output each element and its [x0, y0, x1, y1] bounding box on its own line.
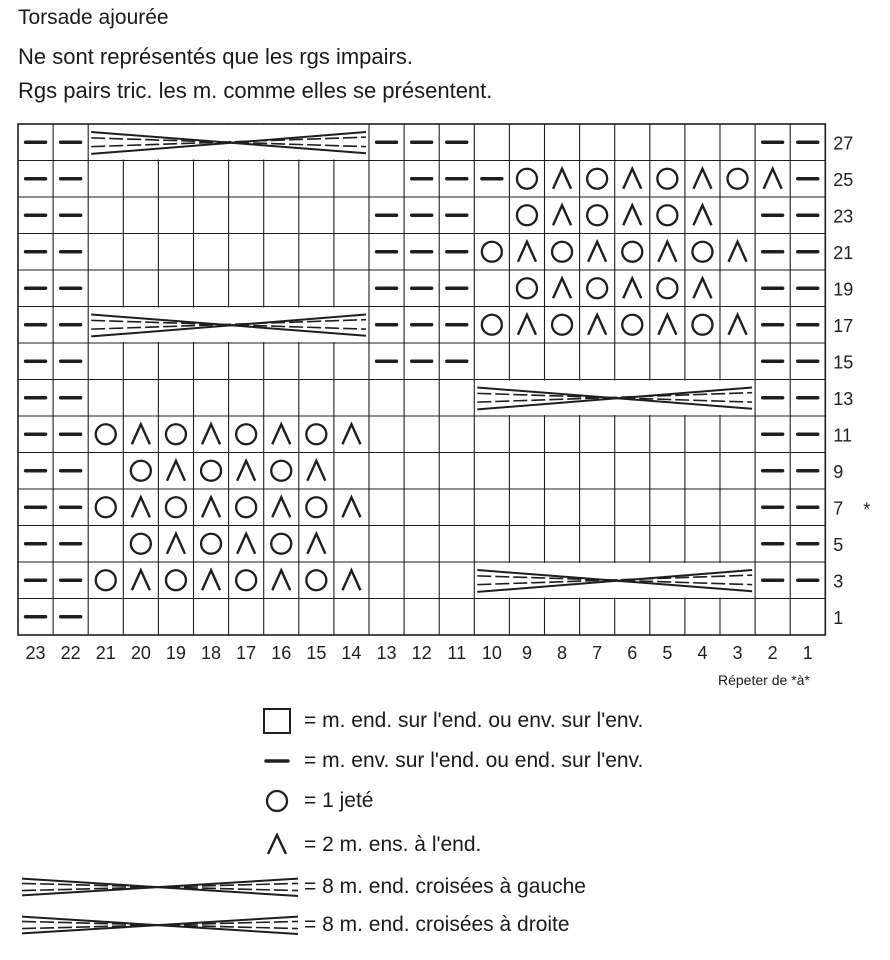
k2tog-caret-icon	[342, 424, 360, 444]
caret-icon	[262, 830, 294, 860]
yarn-over-circle-icon	[482, 315, 502, 335]
yarn-over-circle-icon	[236, 497, 256, 517]
row-number-label: 7	[833, 498, 844, 519]
yarn-over-circle-icon	[166, 424, 186, 444]
column-number-label: 11	[447, 643, 467, 663]
legend-item	[0, 746, 890, 776]
k2tog-caret-icon	[272, 497, 290, 517]
yarn-over-circle-icon	[657, 278, 677, 298]
legend-text: = 8 m. end. croisées à gauche	[304, 875, 586, 898]
k2tog-caret-icon	[623, 205, 641, 225]
k2tog-caret-icon	[518, 242, 536, 262]
column-number-label: 20	[130, 643, 151, 663]
yarn-over-circle-icon	[692, 242, 712, 262]
k2tog-caret-icon	[132, 497, 150, 517]
k2tog-caret-icon	[623, 278, 641, 298]
legend-item	[0, 910, 890, 940]
yarn-over-circle-icon	[517, 205, 537, 225]
column-number-label: 8	[557, 643, 568, 663]
row-number-label: 23	[833, 206, 854, 227]
dash-icon	[262, 746, 294, 776]
k2tog-caret-icon	[342, 570, 360, 590]
legend-item	[0, 706, 890, 736]
column-number-label: 19	[165, 643, 186, 663]
yarn-over-circle-icon	[657, 205, 677, 225]
row-number-label: 9	[833, 461, 844, 482]
cable-left-icon	[20, 872, 300, 902]
legend-item	[0, 872, 890, 902]
legend-item	[0, 786, 890, 816]
yarn-over-circle-icon	[517, 278, 537, 298]
circle-icon	[262, 786, 294, 816]
row-number-label: 25	[833, 169, 854, 190]
cable-right-icon	[20, 910, 300, 940]
yarn-over-circle-icon	[657, 169, 677, 189]
yarn-over-circle-icon	[587, 169, 607, 189]
k2tog-caret-icon	[729, 242, 747, 262]
row-number-label: 27	[833, 133, 854, 154]
row-number-label: 15	[833, 352, 854, 373]
yarn-over-circle-icon	[236, 570, 256, 590]
k2tog-caret-icon	[588, 315, 606, 335]
yarn-over-circle-icon	[96, 570, 116, 590]
column-number-label: 5	[662, 643, 673, 663]
yarn-over-circle-icon	[622, 315, 642, 335]
k2tog-caret-icon	[518, 315, 536, 335]
yarn-over-circle-icon	[552, 242, 572, 262]
row-number-label: 17	[833, 315, 854, 336]
column-number-label: 3	[732, 643, 743, 663]
instruction-line-2: Rgs pairs tric. les m. comme elles se présentent.	[18, 78, 493, 103]
row-number-label: 3	[833, 571, 844, 592]
column-number-label: 13	[376, 643, 397, 663]
square-icon	[262, 706, 294, 736]
yarn-over-circle-icon	[622, 242, 642, 262]
k2tog-caret-icon	[623, 169, 641, 189]
column-number-label: 21	[95, 643, 116, 663]
yarn-over-circle-icon	[96, 497, 116, 517]
repeat-star-marker: *	[863, 499, 871, 520]
column-number-label: 7	[592, 643, 603, 663]
column-number-label: 1	[802, 643, 813, 663]
yarn-over-circle-icon	[131, 461, 151, 481]
k2tog-caret-icon	[693, 278, 711, 298]
row-number-label: 13	[833, 388, 854, 409]
column-number-label: 14	[341, 643, 362, 663]
k2tog-caret-icon	[553, 278, 571, 298]
legend-text: = m. env. sur l'end. ou end. sur l'env.	[304, 749, 644, 772]
column-number-label: 15	[306, 643, 327, 663]
instruction-line-1: Ne sont représentés que les rgs impairs.	[18, 44, 413, 69]
k2tog-caret-icon	[553, 169, 571, 189]
k2tog-caret-icon	[693, 169, 711, 189]
k2tog-caret-icon	[658, 315, 676, 335]
k2tog-caret-icon	[202, 424, 220, 444]
yarn-over-circle-icon	[271, 534, 291, 554]
row-number-label: 21	[833, 242, 854, 263]
yarn-over-circle-icon	[166, 497, 186, 517]
legend-item	[0, 830, 890, 860]
yarn-over-circle-icon	[201, 534, 221, 554]
k2tog-caret-icon	[202, 497, 220, 517]
k2tog-caret-icon	[132, 424, 150, 444]
k2tog-caret-icon	[588, 242, 606, 262]
column-number-label: 10	[481, 643, 502, 663]
column-number-label: 6	[627, 643, 638, 663]
yarn-over-circle-icon	[271, 461, 291, 481]
row-number-label: 1	[833, 607, 844, 628]
row-number-label: 5	[833, 534, 844, 555]
column-number-label: 4	[697, 643, 708, 663]
yarn-over-circle-icon	[306, 497, 326, 517]
repeat-note: Répeter de *à*	[718, 672, 810, 688]
k2tog-caret-icon	[553, 205, 571, 225]
column-number-label: 2	[767, 643, 778, 663]
legend-text: = 8 m. end. croisées à droite	[304, 913, 570, 936]
yarn-over-circle-icon	[692, 315, 712, 335]
yarn-over-circle-icon	[306, 424, 326, 444]
legend-text: = 1 jeté	[304, 789, 374, 812]
k2tog-caret-icon	[307, 534, 325, 554]
k2tog-caret-icon	[342, 497, 360, 517]
yarn-over-circle-icon	[236, 424, 256, 444]
yarn-over-circle-icon	[517, 169, 537, 189]
legend-text: = 2 m. ens. à l'end.	[304, 833, 482, 856]
yarn-over-circle-icon	[482, 242, 502, 262]
yarn-over-circle-icon	[552, 315, 572, 335]
k2tog-caret-icon	[167, 461, 185, 481]
column-number-label: 23	[25, 643, 46, 663]
k2tog-caret-icon	[693, 205, 711, 225]
yarn-over-circle-icon	[166, 570, 186, 590]
k2tog-caret-icon	[237, 461, 255, 481]
k2tog-caret-icon	[729, 315, 747, 335]
legend-text: = m. end. sur l'end. ou env. sur l'env.	[304, 709, 644, 732]
chart-title: Torsade ajourée	[18, 6, 169, 29]
k2tog-caret-icon	[272, 570, 290, 590]
k2tog-caret-icon	[307, 461, 325, 481]
column-number-label: 12	[411, 643, 432, 663]
k2tog-caret-icon	[167, 534, 185, 554]
k2tog-caret-icon	[272, 424, 290, 444]
k2tog-caret-icon	[202, 570, 220, 590]
k2tog-caret-icon	[658, 242, 676, 262]
yarn-over-circle-icon	[728, 169, 748, 189]
column-number-label: 22	[60, 643, 81, 663]
row-number-label: 19	[833, 279, 854, 300]
column-number-label: 18	[201, 643, 222, 663]
yarn-over-circle-icon	[131, 534, 151, 554]
yarn-over-circle-icon	[96, 424, 116, 444]
yarn-over-circle-icon	[201, 461, 221, 481]
row-number-label: 11	[833, 425, 852, 446]
yarn-over-circle-icon	[306, 570, 326, 590]
yarn-over-circle-icon	[587, 205, 607, 225]
yarn-over-circle-icon	[587, 278, 607, 298]
column-number-label: 17	[236, 643, 257, 663]
k2tog-caret-icon	[132, 570, 150, 590]
k2tog-caret-icon	[237, 534, 255, 554]
k2tog-caret-icon	[764, 169, 782, 189]
column-number-label: 16	[271, 643, 292, 663]
column-number-label: 9	[521, 643, 532, 663]
